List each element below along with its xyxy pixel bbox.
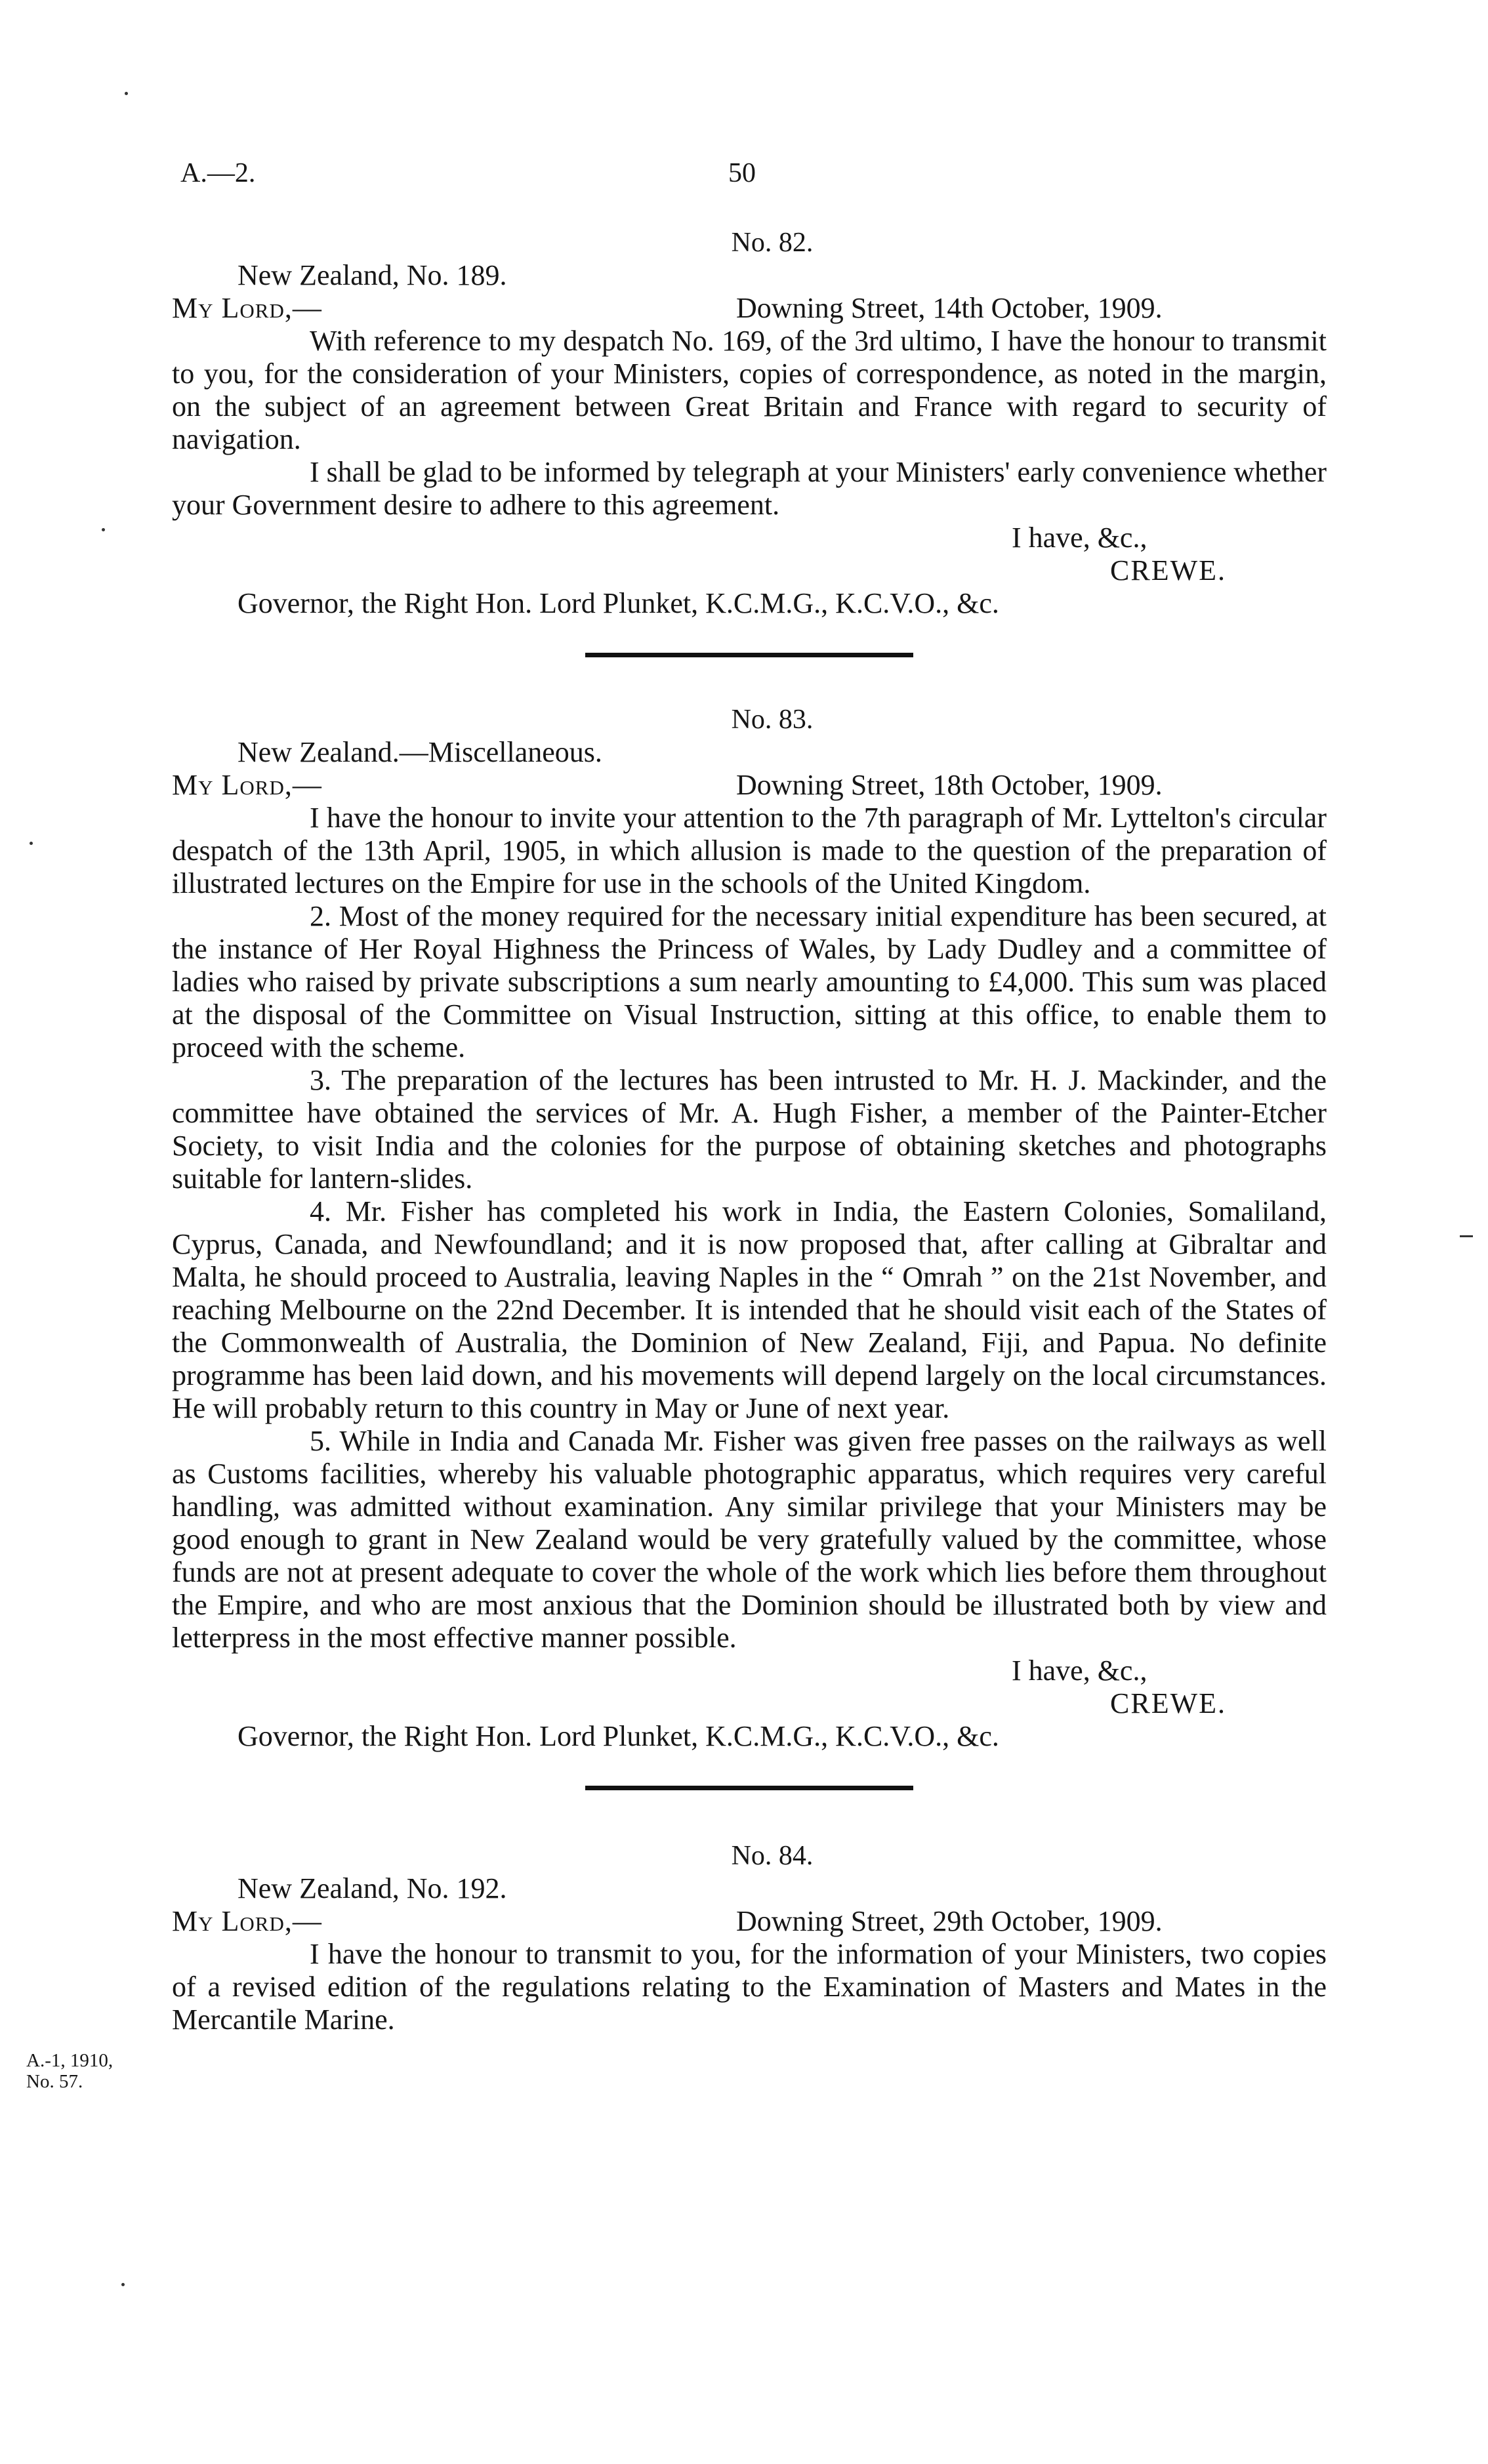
despatch-82	[172, 226, 1327, 657]
despatch-84	[172, 1839, 1327, 2036]
despatch-reference: New Zealand, No. 189.	[238, 259, 507, 291]
signature: CREWE.	[1110, 1687, 1226, 1719]
margin-note-line: No. 57.	[26, 2071, 83, 2092]
dateline: Downing Street, 29th October, 1909.	[736, 1905, 1163, 1937]
page-header	[0, 157, 1488, 197]
paragraph: 3. The preparation of the lectures has been intrusted to Mr. H. J. Mackinder, and the committee have obtained the services of Mr. A. Hugh Fisher, a member of the Painter-Etcher Society, to visit India and the colonies for the purpose of obtaining sketches and photographs suitable for lantern-slides.	[172, 1064, 1327, 1195]
addressee: Governor, the Right Hon. Lord Plunket, K.C.M.G., K.C.V.O., &c.	[238, 587, 999, 619]
paragraph: I have the honour to transmit to you, for the information of your Ministers, two copies of a revised edition of the regulations relating to the Examination of Masters and Mates in the Mercantile Marine.	[172, 1938, 1327, 2036]
signature: CREWE.	[1110, 554, 1226, 586]
scan-speck	[1460, 1235, 1473, 1237]
salutation-row	[172, 292, 1327, 325]
salutation: My Lord,—	[172, 292, 322, 324]
salutation-row	[172, 769, 1327, 802]
dateline: Downing Street, 14th October, 1909.	[736, 292, 1163, 324]
salutation: My Lord,—	[172, 769, 322, 801]
scan-speck	[121, 2283, 125, 2286]
margin-note-line: A.-1, 1910,	[26, 2050, 114, 2071]
page-number: 50	[728, 158, 756, 188]
paragraph: 5. While in India and Canada Mr. Fisher was given free passes on the railways as well as Customs facilities, whereby his valuable photographic apparatus, which requires very careful handling, was admitted without examination. Any similar privilege that your Ministers may be good enough to grant in New Zealand would be very gratefully valued by the committee, whose funds are not at present adequate to cover the whole of the work which lies before them throughout the Empire, and who are most anxious that the Dominion should be illustrated both by view and letterpress in the most effective manner possible.	[172, 1425, 1327, 1654]
despatch-number: No. 84.	[731, 1841, 814, 1871]
addressee: Governor, the Right Hon. Lord Plunket, K.C.M.G., K.C.V.O., &c.	[238, 1720, 999, 1752]
margin-note	[26, 2050, 113, 2092]
salutation: My Lord,—	[172, 1905, 322, 1937]
despatch-reference: New Zealand.—Miscellaneous.	[238, 736, 602, 768]
paragraph: I shall be glad to be informed by telegraph at your Ministers' early convenience whether your Government desire to adhere to this agreement.	[172, 456, 1327, 521]
series-reference: A.—2.	[180, 158, 256, 188]
closing: I have, &c.,	[1012, 1654, 1147, 1687]
despatch-number: No. 82.	[731, 228, 814, 258]
despatch-number: No. 83.	[731, 705, 814, 735]
scan-speck	[102, 528, 105, 531]
document-body	[172, 226, 1327, 2036]
despatch-83	[172, 703, 1327, 1790]
paragraph: 4. Mr. Fisher has completed his work in India, the Eastern Colonies, Somaliland, Cyprus, Canada, and Newfoundland; and it is now proposed that, after calling at Gibraltar and Malta, he should proceed to Australia, leaving Naples in the “ Omrah ” on the 21st November, and reaching Melbourne on the 22nd December. It is intended that he should visit each of the States of the Commonwealth of Australia, the Dominion of New Zealand, Fiji, and Papua. No definite programme has been laid down, and his movements will depend largely on the local circumstances. He will probably return to this country in May or June of next year.	[172, 1195, 1327, 1424]
despatch-reference: New Zealand, No. 192.	[238, 1872, 507, 1904]
paragraph: I have the honour to invite your attention to the 7th paragraph of Mr. Lyttelton's circular despatch of the 13th April, 1905, in which allusion is made to the question of the preparation of illustrated lectures on the Empire for use in the schools of the United Kingdom.	[172, 802, 1327, 899]
paragraph: With reference to my despatch No. 169, of the 3rd ultimo, I have the honour to transmit to you, for the consideration of your Ministers, copies of correspondence, as noted in the margin, on the subject of an agreement between Great Britain and France with regard to security of navigation.	[172, 325, 1327, 455]
scan-speck	[30, 842, 33, 845]
dateline: Downing Street, 18th October, 1909.	[736, 769, 1163, 801]
section-divider	[585, 653, 913, 657]
section-divider	[585, 1786, 913, 1790]
paragraph: 2. Most of the money required for the necessary initial expenditure has been secured, at the instance of Her Royal Highness the Princess of Wales, by Lady Dudley and a committee of ladies who raised by private subscriptions a sum nearly amounting to £4,000. This sum was placed at the disposal of the Committee on Visual Instruction, sitting at this office, to enable them to proceed with the scheme.	[172, 900, 1327, 1063]
closing: I have, &c.,	[1012, 522, 1147, 554]
salutation-row	[172, 1905, 1327, 1938]
scan-speck	[125, 92, 128, 95]
